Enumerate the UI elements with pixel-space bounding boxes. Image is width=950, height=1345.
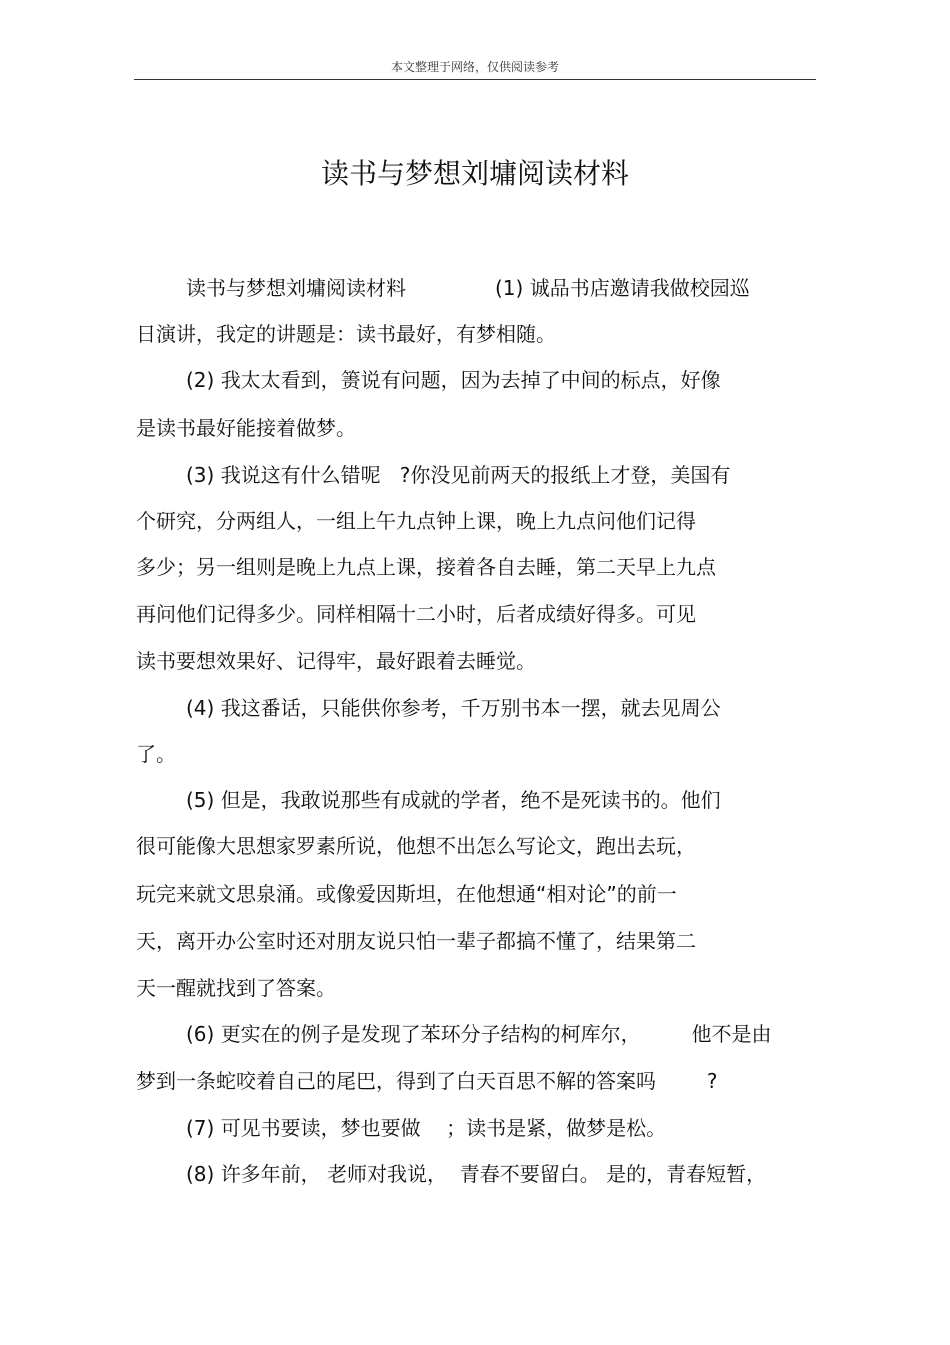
body-line: (5) 但是，我敢说那些有成就的学者，绝不是死读书的。他们 <box>186 788 721 812</box>
header-note: 本文整理于网络，仅供阅读参考 <box>390 60 559 74</box>
body-line: 个研究，分两组人，一组上午九点钟上课，晚上九点问他们记得 <box>136 509 696 533</box>
body-line: 是读书最好能接着做梦。 <box>136 416 356 440</box>
body-line: 天一醒就找到了答案。 <box>136 976 336 1000</box>
body-line: (6) 更实在的例子是发现了苯环分子结构的柯库尔， 他不是由 <box>186 1022 772 1046</box>
header-divider <box>134 79 816 80</box>
body-line: 天，离开办公室时还对朋友说只怕一辈子都搞不懂了，结果第二 <box>136 929 696 953</box>
document-title: 读书与梦想刘墉阅读材料 <box>320 157 629 190</box>
body-line: 读书与梦想刘墉阅读材料 (1) 诚品书店邀请我做校园巡 <box>186 276 750 300</box>
body-line: 玩完来就文思泉涌。或像爱因斯坦，在他想通“相对论”的前一 <box>136 882 677 906</box>
body-line: 日演讲，我定的讲题是：读书最好，有梦相随。 <box>136 322 556 346</box>
body-line: 了。 <box>136 742 176 766</box>
body-line: 读书要想效果好、记得牢，最好跟着去睡觉。 <box>136 649 536 673</box>
body-line: (8) 许多年前， 老师对我说， 青春不要留白。 是的，青春短暂， <box>186 1162 767 1186</box>
body-line: (4) 我这番话，只能供你参考，千万别书本一摆，就去见周公 <box>186 696 721 720</box>
body-line: (2) 我太太看到，箦说有问题，因为去掉了中间的标点，好像 <box>186 368 721 392</box>
body-line: 梦到一条蛇咬着自己的尾巴，得到了白天百思不解的答案吗 ? <box>136 1069 718 1093</box>
body-line: (3) 我说这有什么错呢 ?你没见前两天的报纸上才登，美国有 <box>186 463 731 487</box>
body-line: 很可能像大思想家罗素所说，他想不出怎么写论文，跑出去玩， <box>136 834 696 858</box>
body-line: (7) 可见书要读，梦也要做 ；读书是紧，做梦是松。 <box>186 1116 667 1140</box>
body-line: 多少；另一组则是晚上九点上课，接着各自去睡，第二天早上九点 <box>136 555 716 579</box>
body-line: 再问他们记得多少。同样相隔十二小时，后者成绩好得多。可见 <box>136 602 696 626</box>
